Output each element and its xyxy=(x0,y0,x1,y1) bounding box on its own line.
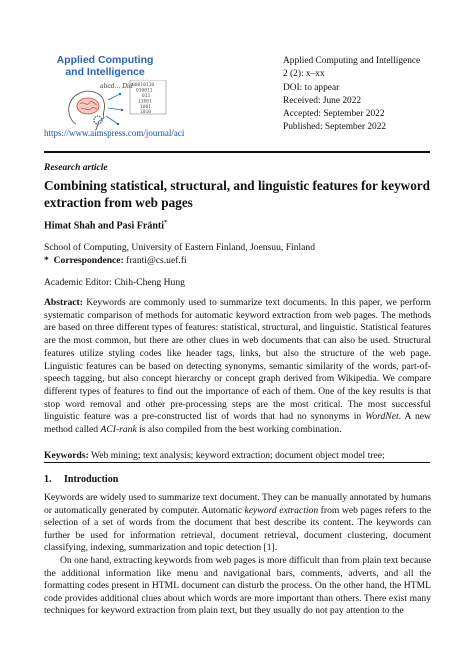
binary-line-2: 010011 xyxy=(136,88,153,94)
body-text xyxy=(44,492,431,618)
journal-logo-title xyxy=(45,54,165,78)
journal-logo xyxy=(40,54,200,115)
section-number: 1. xyxy=(44,474,52,485)
meta-accepted: Accepted: September 2022 xyxy=(283,109,385,120)
keywords-text: Web mining; text analysis; keyword extraction; document object model tree; xyxy=(91,450,385,461)
abstract-text-2: . A new method called xyxy=(44,411,431,436)
abstract-aci-rank: ACI-rank xyxy=(100,424,137,436)
article-meta xyxy=(283,55,463,135)
correspondence xyxy=(44,254,434,267)
affiliation-block xyxy=(44,241,434,267)
article-authors xyxy=(44,220,167,231)
header-divider xyxy=(44,151,430,153)
authors-text: Himat Shah and Pasi Fränti xyxy=(44,220,165,232)
article-title: Combining statistical, structural, and linguistic features for keyword extraction from web pages xyxy=(44,178,430,210)
meta-published: Published: September 2022 xyxy=(283,122,387,133)
journal-logo-line1: Applied Computing xyxy=(56,54,154,66)
meta-journal: Applied Computing and Intelligence xyxy=(283,56,421,66)
binary-line-4: 11001 xyxy=(138,99,152,105)
journal-url-link[interactable]: https://www.aimspress.com/journal/aci xyxy=(44,128,185,138)
keywords xyxy=(44,450,434,461)
meta-volume: 2 (2): x–xx xyxy=(283,69,325,80)
brain-logo-icon xyxy=(62,80,172,132)
binary-line-1: 00010110 xyxy=(132,83,155,88)
logo-scribble: abcd... Did xyxy=(100,83,133,90)
abstract-text-1: Keywords are commonly used to summarize text documents. In this paper, we perform systematic comparison of methods for automatic keyword extraction from web pages. The methods are based on three different types of features: statistical, structural, and linguistic. Statistical features are the most common, but there are other clues in web documents that can also be used. Structural features utilize styling codes like header tags, links, but also the structure of the web page. Linguistic features can be based on detecting synonyms, semantic similarity of the words, part-of-speech tagging, but also concept hierarchy or concept graph derived from Wikipedia. We compare different types of features to find out the importance of each of them. One of the key results is that stop word removal and other pre-processing steps are the most critical. The most successful linguistic feature was a pre-constructed list of words that had no synonyms in xyxy=(44,297,431,423)
section-divider xyxy=(44,462,430,463)
meta-received: Received: June 2022 xyxy=(283,95,362,106)
abstract xyxy=(44,297,431,437)
binary-line-5: 1001 xyxy=(140,105,152,110)
journal-logo-line2: and Intelligence xyxy=(65,66,145,78)
affiliation: School of Computing, University of Eastern Finland, Joensuu, Finland xyxy=(44,242,316,253)
paragraph-1-emphasis: keyword extraction xyxy=(244,504,319,516)
abstract-wordnet: WordNet xyxy=(365,411,399,423)
academic-editor: Academic Editor: Chih-Cheng Hung xyxy=(44,277,185,288)
correspondence-mark: * xyxy=(44,255,49,266)
paragraph-2: On one hand, extracting keywords from web pages is more difficult than from plain text because the additional information like menu and navigational bars, comments, adverts, and all the formatting codes present in HTML document can disturb the process. On the other hand, the HTML code provides additional clues about which words are more important than others. There exist many techniques for keyword extraction from plain text, but they usually do not pay attention to the xyxy=(44,554,431,617)
abstract-text-3: is also compiled from the best working combination. xyxy=(136,424,342,436)
paragraph-1 xyxy=(44,492,431,555)
authors-mark: * xyxy=(164,220,168,226)
paragraph-1-text-a: Keywords are widely used to summarize text document. They can be manually annotated by humans or automatically generated by computer. Automatic xyxy=(44,492,431,516)
binary-line-6: 1010 xyxy=(140,110,152,115)
correspondence-label: Correspondence: xyxy=(53,255,124,266)
section-title: Introduction xyxy=(64,474,119,485)
section-heading xyxy=(44,474,118,485)
binary-box xyxy=(130,80,166,115)
article-type: Research article xyxy=(44,163,108,173)
paragraph-1-text-b: from web pages refers to the selection of a set of words from the document that best describe its content. The keywords can further be used for information retrieval, document retrieval, document clustering, document classifying, indexing, summarization and topic detection [1]. xyxy=(44,504,431,554)
keywords-label: Keywords: xyxy=(44,450,89,461)
meta-doi: DOI: to appear xyxy=(283,82,340,93)
abstract-label: Abstract: xyxy=(44,297,83,308)
binary-line-3: 011 xyxy=(142,94,151,99)
correspondence-email[interactable]: franti@cs.uef.fi xyxy=(126,255,187,266)
